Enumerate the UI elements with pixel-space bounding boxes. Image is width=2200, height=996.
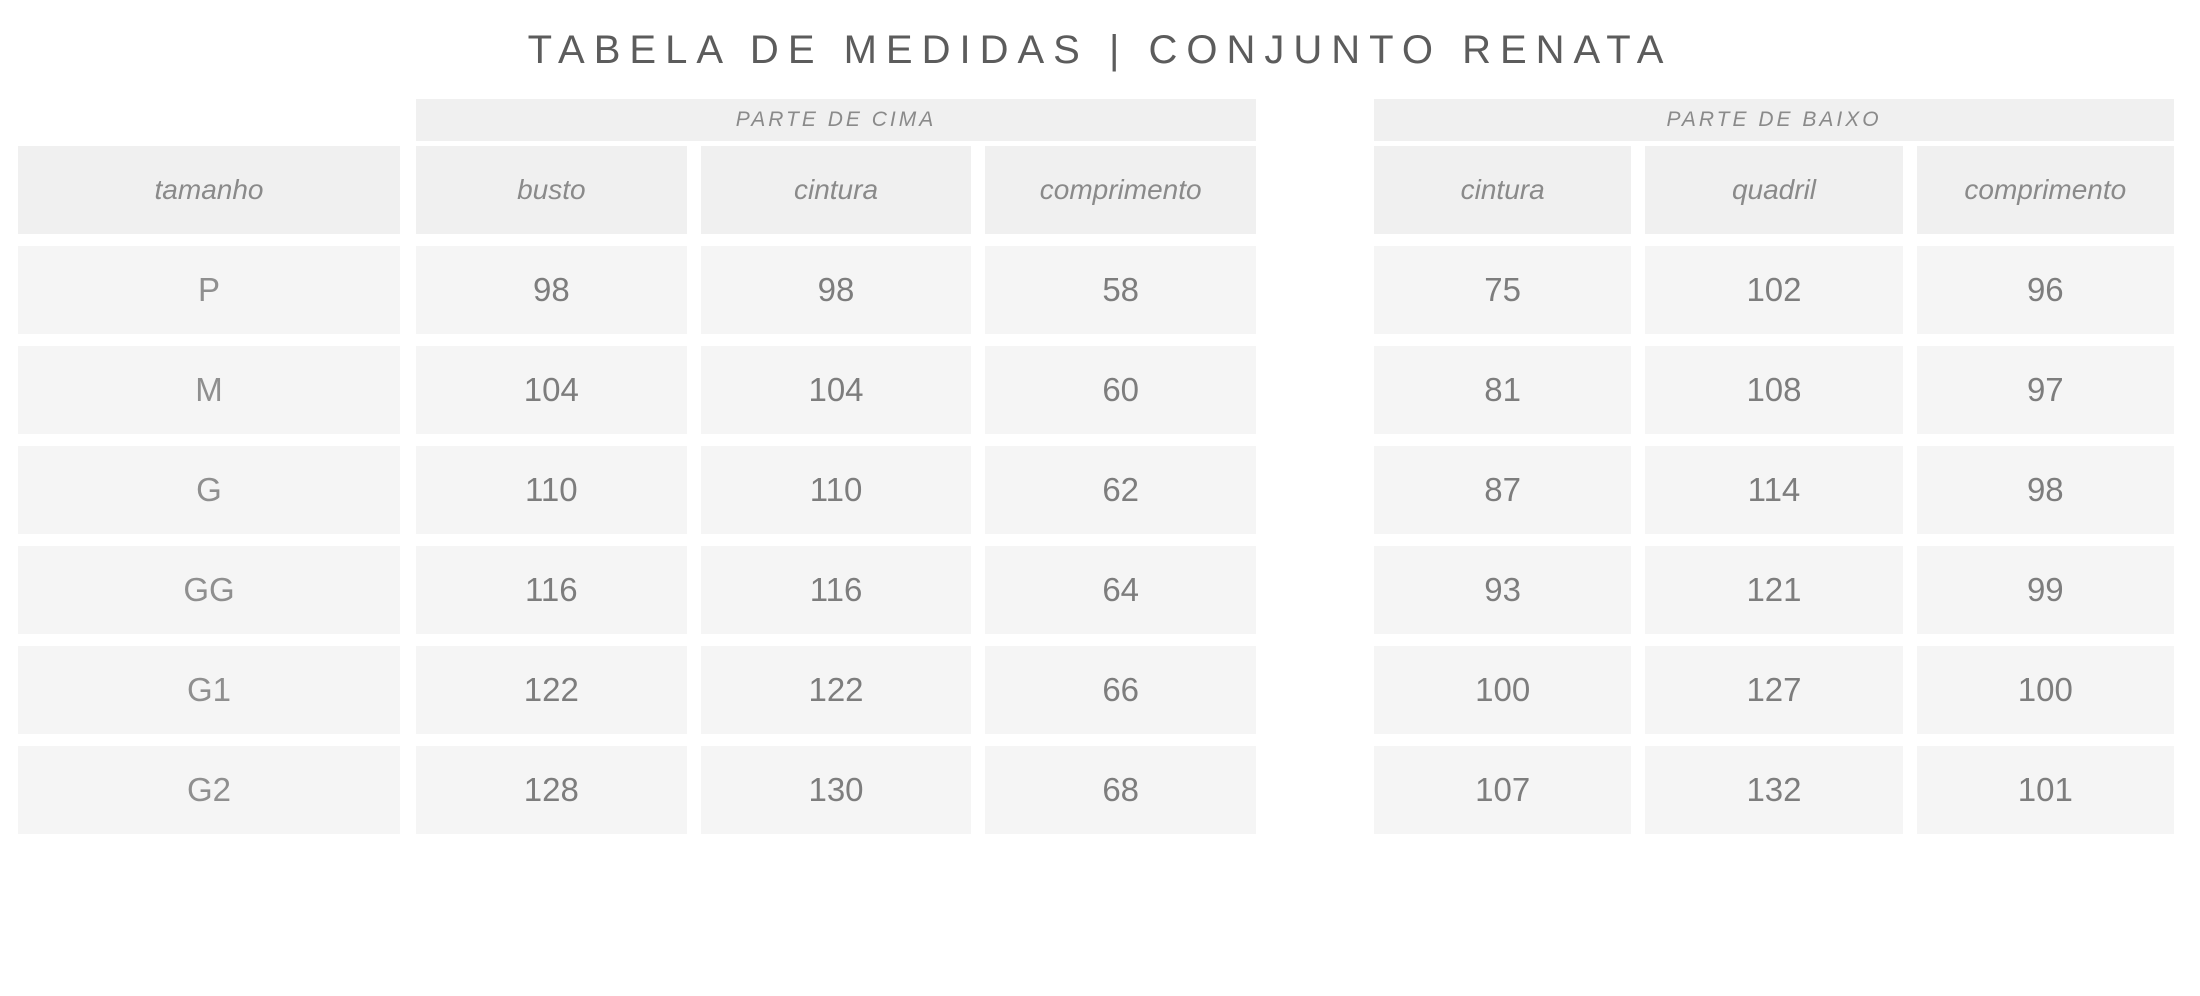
table-cell: 104: [416, 346, 687, 434]
size-column-spacer: [18, 99, 400, 146]
table-cell: 116: [416, 546, 687, 634]
column-header: comprimento: [1917, 146, 2174, 234]
table-row: [1374, 746, 2174, 834]
table-cell: 87: [1374, 446, 1631, 534]
table-row: [1374, 646, 2174, 734]
size-cell: M: [18, 346, 400, 434]
table-cell: 110: [416, 446, 687, 534]
table-cell: 122: [701, 646, 972, 734]
table-cell: 121: [1645, 546, 1902, 634]
group-parte-de-cima: [416, 99, 1256, 846]
table-cell: 101: [1917, 746, 2174, 834]
size-column-header: tamanho: [18, 146, 400, 234]
table-cell: 75: [1374, 246, 1631, 334]
table-cell: 116: [701, 546, 972, 634]
table-row: [416, 746, 1256, 834]
page-title: TABELA DE MEDIDAS | CONJUNTO RENATA: [527, 28, 1673, 72]
table-row: [416, 446, 1256, 534]
tables-container: [10, 99, 2190, 846]
table-row: [1374, 246, 2174, 334]
table-cell: 99: [1917, 546, 2174, 634]
table-cell: 122: [416, 646, 687, 734]
size-cell: G2: [18, 746, 400, 834]
table-cell: 98: [1917, 446, 2174, 534]
column-header: busto: [416, 146, 687, 234]
table-cell: 60: [985, 346, 1256, 434]
table-cell: 98: [416, 246, 687, 334]
table-cell: 110: [701, 446, 972, 534]
table-cell: 58: [985, 246, 1256, 334]
column-header: comprimento: [985, 146, 1256, 234]
table-cell: 127: [1645, 646, 1902, 734]
table-cell: 66: [985, 646, 1256, 734]
size-cell: G: [18, 446, 400, 534]
table-cell: 104: [701, 346, 972, 434]
table-header-row: [416, 146, 1256, 234]
table-row: [416, 646, 1256, 734]
table-cell: 128: [416, 746, 687, 834]
table-row: [416, 346, 1256, 434]
table-row: [416, 246, 1256, 334]
table-header-row: [1374, 146, 2174, 234]
table-cell: 130: [701, 746, 972, 834]
size-cell: G1: [18, 646, 400, 734]
table-cell: 64: [985, 546, 1256, 634]
table-cell: 102: [1645, 246, 1902, 334]
table-cell: 81: [1374, 346, 1631, 434]
table-row: [1374, 546, 2174, 634]
column-header: cintura: [1374, 146, 1631, 234]
column-header: cintura: [701, 146, 972, 234]
table-row: [1374, 346, 2174, 434]
group-header-top: PARTE DE CIMA: [416, 99, 1256, 141]
table-cell: 68: [985, 746, 1256, 834]
table-cell: 100: [1374, 646, 1631, 734]
table-row: [416, 546, 1256, 634]
table-cell: 100: [1917, 646, 2174, 734]
size-cell: P: [18, 246, 400, 334]
table-cell: 93: [1374, 546, 1631, 634]
table-row: [1374, 446, 2174, 534]
size-cell: GG: [18, 546, 400, 634]
table-cell: 96: [1917, 246, 2174, 334]
size-column: [18, 99, 400, 846]
table-cell: 98: [701, 246, 972, 334]
table-cell: 108: [1645, 346, 1902, 434]
group-parte-de-baixo: [1374, 99, 2174, 846]
table-cell: 62: [985, 446, 1256, 534]
table-cell: 107: [1374, 746, 1631, 834]
group-header-bottom: PARTE DE BAIXO: [1374, 99, 2174, 141]
table-cell: 97: [1917, 346, 2174, 434]
table-cell: 132: [1645, 746, 1902, 834]
table-cell: 114: [1645, 446, 1902, 534]
column-header: quadril: [1645, 146, 1902, 234]
